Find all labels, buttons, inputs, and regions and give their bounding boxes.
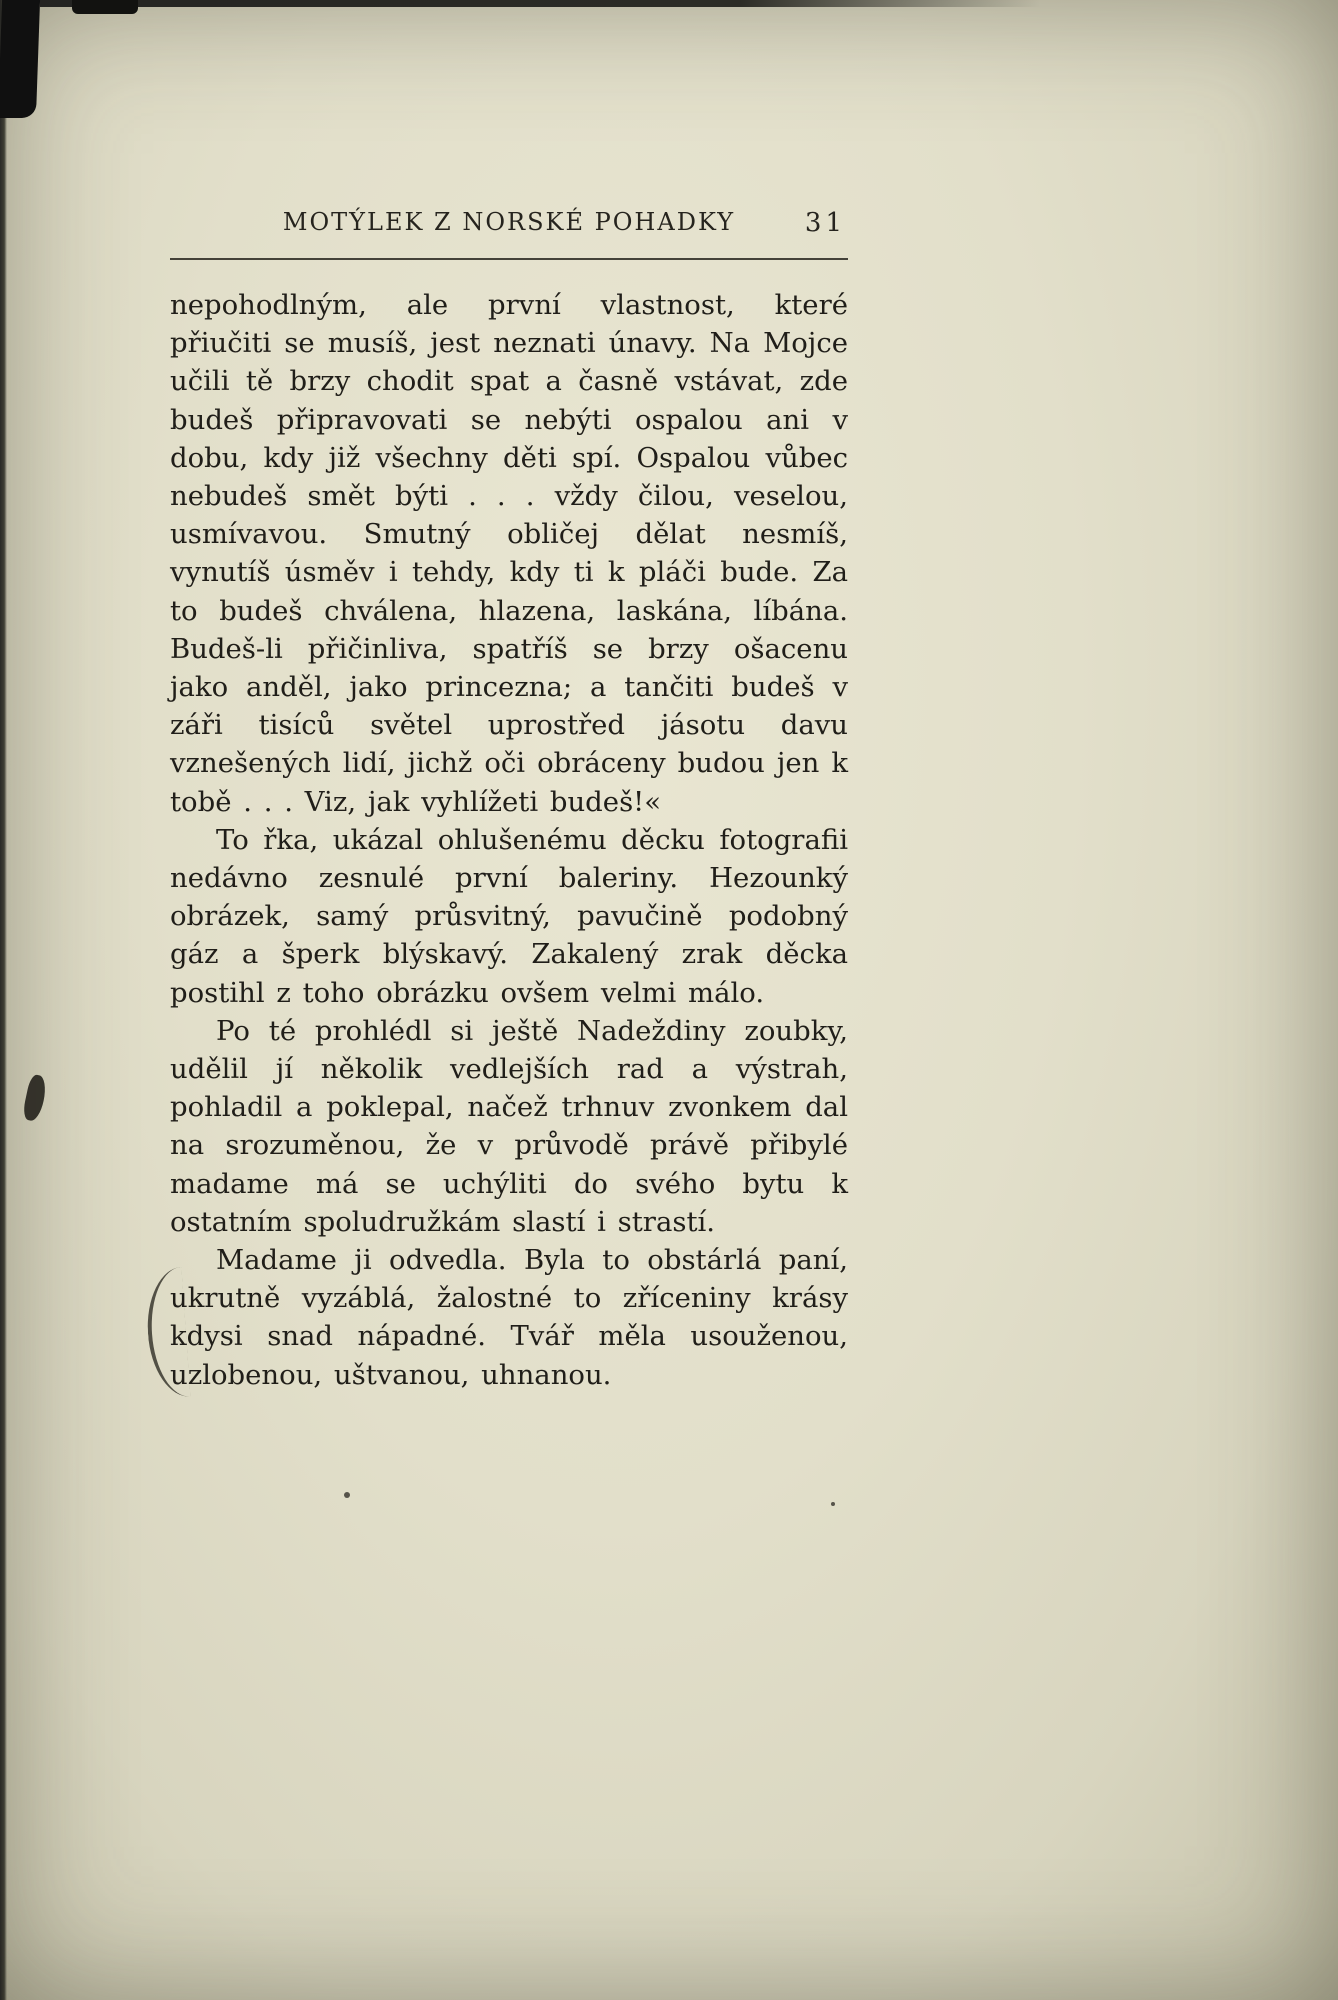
scan-edge-top-blob: [72, 0, 138, 14]
scan-corner-blob: [0, 0, 40, 118]
paragraph: nepohodlným, ale první vlastnost, které přiučiti se musíš, jest neznati únavy. Na Mojce učili tě brzy chodit spat a časně vstávat, zde budeš připravovati se nebýti ospalou ani v dobu, kdy již všechny děti spí. Ospalou vůbec nebudeš smět býti . . . vždy čilou, veselou, usmívavou. Smutný obličej dělat nesmíš, vynutíš úsměv i tehdy, kdy ti k pláči bude. Za to budeš chválena, hlazena, laskána, líbána. Budeš-li přičinliva, spatříš se brzy ošacenu jako anděl, jako princezna; a tančiti budeš v záři tisíců světel uprostřed jásotu davu vznešených lidí, jichž oči obráceny budou jen k tobě . . . Viz, jak vyhlížeti budeš!«: [170, 289, 848, 818]
paper-speck: [344, 1492, 350, 1498]
header-rule: [170, 258, 848, 260]
running-head: [170, 208, 848, 236]
body-text: [170, 286, 848, 1394]
ink-smudge: [21, 1074, 48, 1123]
paragraph: Madame ji odvedla. Byla to obstárlá paní, ukrutně vyzáblá, žalostné to zříceniny krásy kdysi snad nápadné. Tvář měla usouženou, uzlobenou, uštvanou, uhnanou.: [170, 1244, 848, 1391]
paragraph: To řka, ukázal ohlušenému děcku fotografii nedávno zesnulé první baleriny. Hezounký obrázek, samý průsvitný, pavučině podobný gáz a šperk blýskavý. Zakalený zrak děcka postihl z toho obrázku ovšem velmi málo.: [170, 823, 848, 1009]
text-block: [170, 208, 848, 1394]
scan-edge-top: [40, 0, 1040, 7]
page-title: MOTÝLEK Z NORSKÉ POHADKY: [282, 208, 736, 236]
paragraph: Po té prohlédl si ještě Nadeždiny zoubky, udělil jí několik vedlejších rad a výstrah, pohladil a poklepal, načež trhnuv zvonkem dal na srozuměnou, že v průvodě právě přibylé madame má se uchýliti do svého bytu k ostatním spoludružkám slastí i strastí.: [170, 1014, 848, 1238]
scan-edge-left: [0, 0, 7, 2000]
paper-speck: [831, 1502, 835, 1506]
page-number: 31: [804, 208, 846, 238]
